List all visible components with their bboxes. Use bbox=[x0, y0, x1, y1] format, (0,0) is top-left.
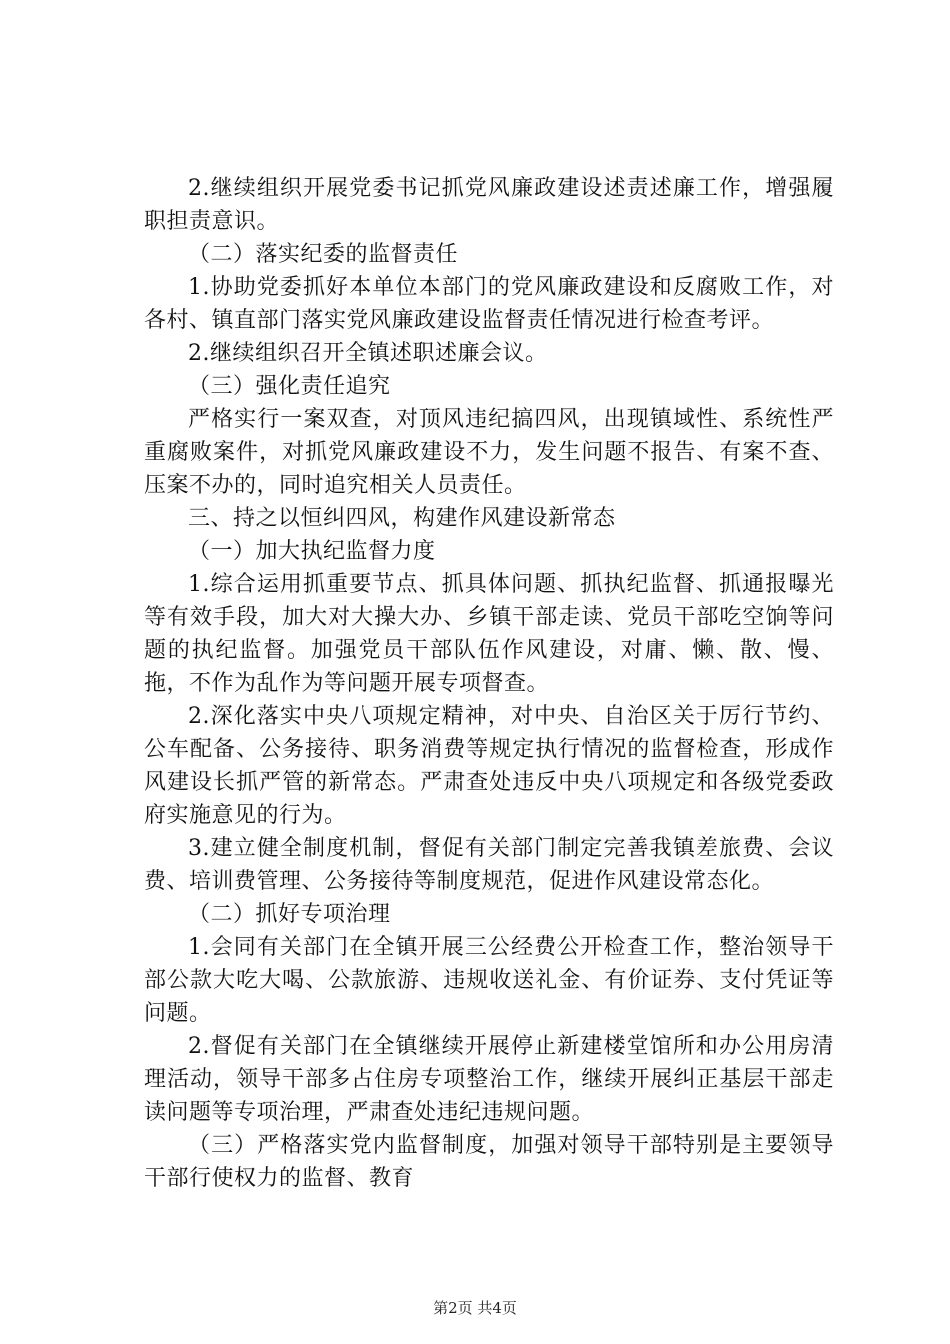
section-heading: （三）强化责任追究 bbox=[188, 374, 391, 399]
section-heading: （二）落实纪委的监督责任 bbox=[188, 242, 459, 267]
chapter-heading: 三、持之以恒纠四风，构建作风建设新常态 bbox=[188, 506, 616, 531]
paragraph: 2.督促有关部门在全镇继续开展停止新建楼堂馆所和办公用房清理活动，领导干部多占住房专项整治工作，继续开展纠正基层干部走读问题等专项治理，严肃查处违纪违规问题。 bbox=[144, 1034, 834, 1125]
paragraph: 2.继续组织开展党委书记抓党风廉政建设述责述廉工作，增强履职担责意识。 bbox=[144, 176, 834, 234]
section-heading: （二）抓好专项治理 bbox=[188, 902, 391, 927]
page-number: 第2页 共4页 bbox=[433, 1299, 517, 1317]
paragraph: 2.继续组织召开全镇述职述廉会议。 bbox=[188, 341, 548, 366]
paragraph: 1.协助党委抓好本单位本部门的党风廉政建设和反腐败工作，对各村、镇直部门落实党风廉政建设监督责任情况进行检查考评。 bbox=[144, 275, 834, 333]
paragraph: 严格实行一案双查，对顶风违纪搞四风，出现镇域性、系统性严重腐败案件，对抓党风廉政建设不力，发生问题不报告、有案不查、压案不办的，同时追究相关人员责任。 bbox=[144, 407, 834, 498]
paragraph: 1.综合运用抓重要节点、抓具体问题、抓执纪监督、抓通报曝光等有效手段，加大对大操大办、乡镇干部走读、党员干部吃空饷等问题的执纪监督。加强党员干部队伍作风建设，对庸、懒、散、慢、拖，不作为乱作为等问题开展专项督查。 bbox=[144, 572, 834, 696]
section-heading: （一）加大执纪监督力度 bbox=[188, 539, 436, 564]
section-heading: （三）严格落实党内监督制度，加强对领导干部特别是主要领导干部行使权力的监督、教育 bbox=[144, 1133, 834, 1191]
paragraph: 1.会同有关部门在全镇开展三公经费公开检查工作，整治领导干部公款大吃大喝、公款旅游、违规收送礼金、有价证券、支付凭证等问题。 bbox=[144, 935, 834, 1026]
document-body bbox=[144, 172, 834, 1195]
paragraph: 2.深化落实中央八项规定精神，对中央、自治区关于厉行节约、公车配备、公务接待、职务消费等规定执行情况的监督检查，形成作风建设长抓严管的新常态。严肃查处违反中央八项规定和各级党委政府实施意见的行为。 bbox=[144, 704, 834, 828]
paragraph: 3.建立健全制度机制，督促有关部门制定完善我镇差旅费、会议费、培训费管理、公务接待等制度规范，促进作风建设常态化。 bbox=[144, 836, 834, 894]
